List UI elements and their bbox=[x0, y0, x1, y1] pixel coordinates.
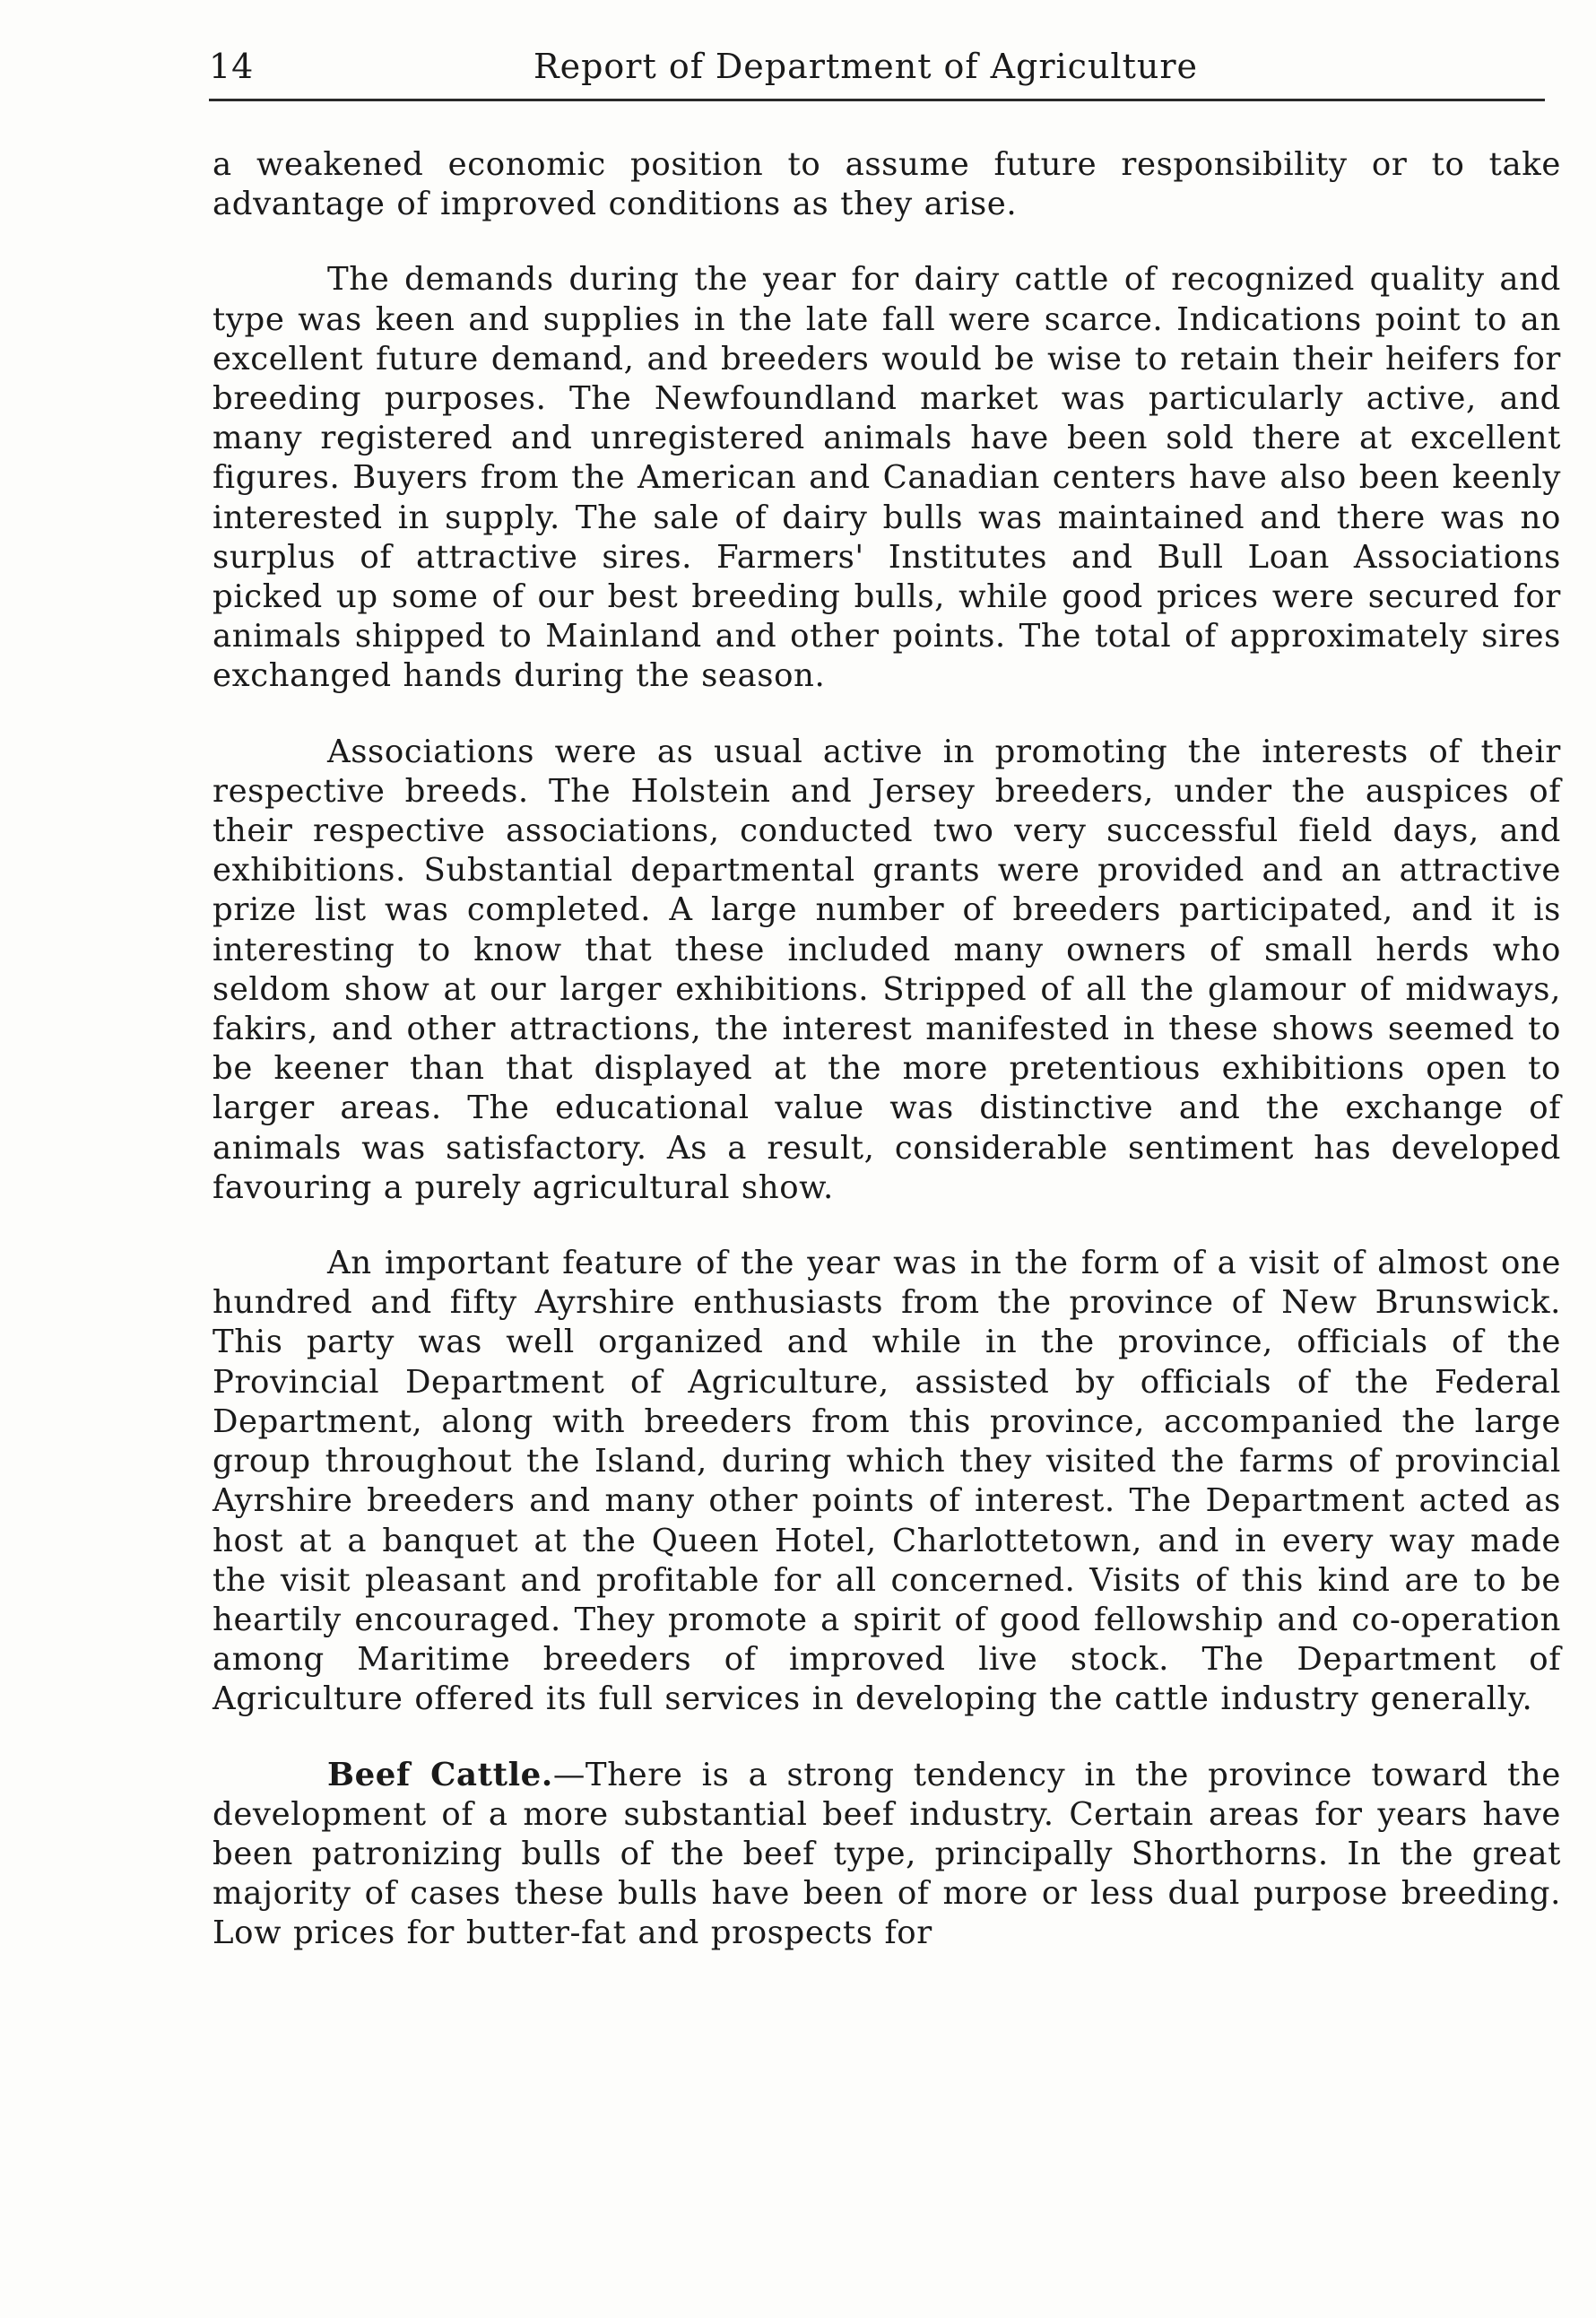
page-header bbox=[209, 43, 1545, 97]
header-rule bbox=[209, 99, 1545, 101]
paragraph-beef-cattle bbox=[213, 1756, 1561, 1954]
page-number: 14 bbox=[209, 47, 255, 86]
section-heading-beef-cattle: Beef Cattle. bbox=[327, 1756, 553, 1793]
running-title: Report of Department of Agriculture bbox=[533, 47, 1198, 86]
paragraph-dairy-demand: The demands during the year for dairy cattle of recognized quality and type was keen and supplies in the late fall were scarce. Indications point to an excellent future demand, and breeders would be wise to retain their heifers for breeding purposes. The Newfoundland market was particularly active, and many registered and unregistered animals have been sold there at excellent figures. Buyers from the American and Canadian centers have also been keenly interested in supply. The sale of dairy bulls was maintained and there was no surplus of attractive sires. Farmers' Institutes and Bull Loan Associations picked up some of our best breeding bulls, while good prices were secured for animals shipped to Mainland and other points. The total of approximately sires exchanged hands during the season. bbox=[213, 261, 1561, 695]
body-text bbox=[213, 145, 1561, 1954]
beef-cattle-text: —There is a strong tendency in the province toward the development of a more substantial beef industry. Certain areas for years have been patronizing bulls of the beef type, principally Shorthorns. In the great majority of cases these bulls have been of more or less dual purpose breeding. Low prices for butter-fat and prospects for bbox=[213, 1756, 1561, 1952]
paragraph-continued: a weakened economic position to assume future responsibility or to take advantage of improved conditions as they arise. bbox=[213, 146, 1561, 223]
paragraph-ayrshire-visit: An important feature of the year was in the form of a visit of almost one hundred and fifty Ayrshire enthusiasts from the province of New Brunswick. This party was well organized and while in the province, officials of the Provincial Department of Agriculture, assisted by officials of the Federal Department, along with breeders from this province, accompanied the large group throughout the Island, during which they visited the farms of provincial Ayrshire breeders and many other points of interest. The Department acted as host at a banquet at the Queen Hotel, Charlottetown, and in every way made the visit pleasant and profitable for all concerned. Visits of this kind are to be heartily encouraged. They promote a spirit of good fellowship and co-operation among Maritime breeders of improved live stock. The Department of Agriculture offered its full services in developing the cattle industry generally. bbox=[213, 1245, 1561, 1718]
paragraph-breed-associations: Associations were as usual active in promoting the interests of their respective breeds. The Holstein and Jersey breeders, under the auspices of their respective associations, conducted two very successful field days, and exhibitions. Substantial departmental grants were provided and an attractive prize list was completed. A large number of breeders participated, and it is interesting to know that these included many owners of small herds who seldom show at our larger exhibitions. Stripped of all the glamour of midways, fakirs, and other attractions, the interest manifested in these shows seemed to be keener than that displayed at the more pretentious exhibitions open to larger areas. The educational value was distinctive and the exchange of animals was satisfactory. As a result, considerable sentiment has developed favouring a purely agricultural show. bbox=[213, 733, 1561, 1206]
